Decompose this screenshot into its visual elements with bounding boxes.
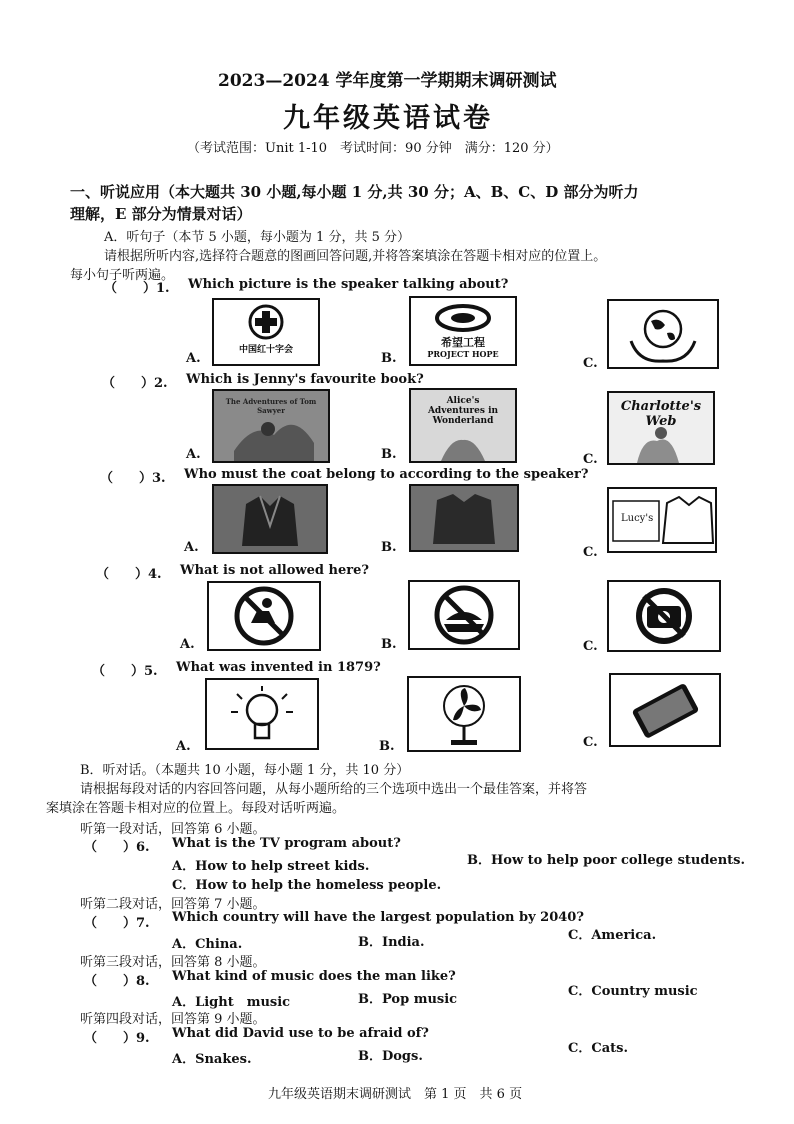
option-c[interactable]: C．Cats. <box>568 1041 628 1056</box>
option-image-b[interactable] <box>408 580 520 650</box>
option-image-b[interactable] <box>409 484 519 552</box>
option-image-a[interactable] <box>205 678 319 750</box>
coat-icon <box>411 486 517 550</box>
option-image-c[interactable] <box>607 487 717 553</box>
option-letter: A. <box>176 739 191 754</box>
question-number: （ ）5. <box>92 664 158 679</box>
option-letter: A. <box>186 447 201 462</box>
option-letter: B. <box>379 739 395 754</box>
page-title: 九年级英语试卷 <box>283 103 493 134</box>
option-image-a[interactable] <box>207 581 321 651</box>
image-caption: Alice's Adventures in Wonderland <box>427 396 499 426</box>
question-text: Which picture is the speaker talking about? <box>188 277 509 292</box>
partA-title: A．听句子（本节 5 小题，每小题为 1 分，共 5 分） <box>104 230 410 245</box>
option-c[interactable]: C．Country music <box>568 984 698 999</box>
option-c[interactable]: C．America. <box>568 928 657 943</box>
option-a[interactable]: A．Snakes. <box>172 1052 252 1067</box>
question-text: What is not allowed here? <box>180 563 369 578</box>
question-number: （ ）2. <box>102 376 168 391</box>
image-caption: Lucy's <box>621 513 654 524</box>
section1-heading: 一、听说应用（本大题共 30 小题,每小题 1 分,共 30 分；A、B、C、D 部分为听力 <box>70 183 639 201</box>
partB-title: B．听对话。（本题共 10 小题，每小题 1 分，共 10 分） <box>80 763 410 778</box>
question-text: Which is Jenny's favourite book? <box>186 372 424 387</box>
mobile-phone-icon <box>611 675 719 745</box>
image-caption: The Adventures of Tom Sawyer <box>225 397 317 415</box>
listen-instruction: 听第一段对话，回答第 6 小题。 <box>80 822 266 837</box>
no-food-sign-icon <box>410 582 518 648</box>
option-image-a[interactable] <box>212 298 320 366</box>
option-b[interactable]: B．Dogs. <box>358 1049 423 1064</box>
option-c[interactable]: C．How to help the homeless people. <box>172 878 442 893</box>
question-number: （ ）6. <box>84 840 150 855</box>
option-letter: C. <box>583 545 598 560</box>
page-footer: 九年级英语期末调研测试 第 1 页 共 6 页 <box>268 1087 523 1102</box>
option-image-c[interactable] <box>609 673 721 747</box>
question-number: （ ）3. <box>100 471 166 486</box>
option-letter: B. <box>381 447 397 462</box>
listen-instruction: 听第二段对话，回答第 7 小题。 <box>80 897 266 912</box>
listen-instruction: 听第三段对话，回答第 8 小题。 <box>80 955 266 970</box>
listen-instruction: 听第四段对话，回答第 9 小题。 <box>80 1012 266 1027</box>
exam-year-title: 2023—2024 学年度第一学期期末调研测试 <box>218 71 557 91</box>
globe-in-hands-icon <box>609 301 717 367</box>
question-text: What was invented in 1879? <box>176 660 381 675</box>
option-letter: B. <box>381 540 397 555</box>
partB-instruction-cont: 案填涂在答题卡相对应的位置上。每段对话听两遍。 <box>46 801 346 816</box>
question-number: （ ）4. <box>96 567 162 582</box>
no-littering-sign-icon <box>209 583 319 649</box>
section1-heading-cont: 理解，E 部分为情景对话） <box>70 205 252 223</box>
image-subcaption: PROJECT HOPE <box>427 349 499 359</box>
option-letter: B. <box>381 637 397 652</box>
partA-instruction-cont: 每小句子听两遍。 <box>70 268 175 283</box>
option-image-c[interactable] <box>607 580 721 652</box>
option-letter: B. <box>381 351 397 366</box>
option-letter: A. <box>180 637 195 652</box>
option-letter: C. <box>583 452 598 467</box>
question-number: （ ）1. <box>104 281 170 296</box>
option-a[interactable]: A．Light music <box>172 995 291 1010</box>
option-letter: C. <box>583 735 598 750</box>
exam-scope: （考试范围：Unit 1-10 考试时间：90 分钟 满分：120 分） <box>187 141 559 156</box>
electric-fan-icon <box>409 678 519 750</box>
question-number: （ ）8. <box>84 974 150 989</box>
coat-icon <box>214 486 326 552</box>
no-camera-sign-icon <box>609 582 719 650</box>
option-b[interactable]: B．India. <box>358 935 425 950</box>
light-bulb-icon <box>207 680 317 748</box>
option-image-c[interactable] <box>607 299 719 369</box>
option-image-a[interactable] <box>212 389 330 463</box>
partA-instruction: 请根据所听内容,选择符合题意的图画回答问题,并将答案填涂在答题卡相对应的位置上。 <box>104 249 607 264</box>
option-image-b[interactable] <box>409 388 517 463</box>
question-text: What is the TV program about? <box>172 836 401 851</box>
question-number: （ ）9. <box>84 1031 150 1046</box>
image-caption: 中国红十字会 <box>238 345 293 355</box>
option-b[interactable]: B．Pop music <box>358 992 458 1007</box>
question-number: （ ）7. <box>84 916 150 931</box>
option-image-c[interactable] <box>607 391 715 465</box>
question-text: Which country will have the largest population by 2040? <box>172 910 584 925</box>
option-image-a[interactable] <box>212 484 328 554</box>
option-image-b[interactable] <box>407 676 521 752</box>
option-letter: C. <box>583 356 598 371</box>
option-letter: C. <box>583 639 598 654</box>
option-image-b[interactable] <box>409 296 517 366</box>
question-text: What kind of music does the man like? <box>172 969 456 984</box>
option-letter: A. <box>184 540 199 555</box>
image-caption: Charlotte's Web <box>620 399 702 429</box>
option-b[interactable]: B．How to help poor college students. <box>467 853 746 868</box>
partB-instruction: 请根据每段对话的内容回答问题，从每小题所给的三个选项中选出一个最佳答案，并将答 <box>80 782 588 797</box>
option-a[interactable]: A．How to help street kids. <box>172 859 370 874</box>
option-letter: A. <box>186 351 201 366</box>
option-a[interactable]: A．China. <box>172 937 243 952</box>
question-text: Who must the coat belong to according to the speaker? <box>184 467 589 482</box>
image-caption: 希望工程 <box>441 336 485 349</box>
question-text: What did David use to be afraid of? <box>172 1026 429 1041</box>
